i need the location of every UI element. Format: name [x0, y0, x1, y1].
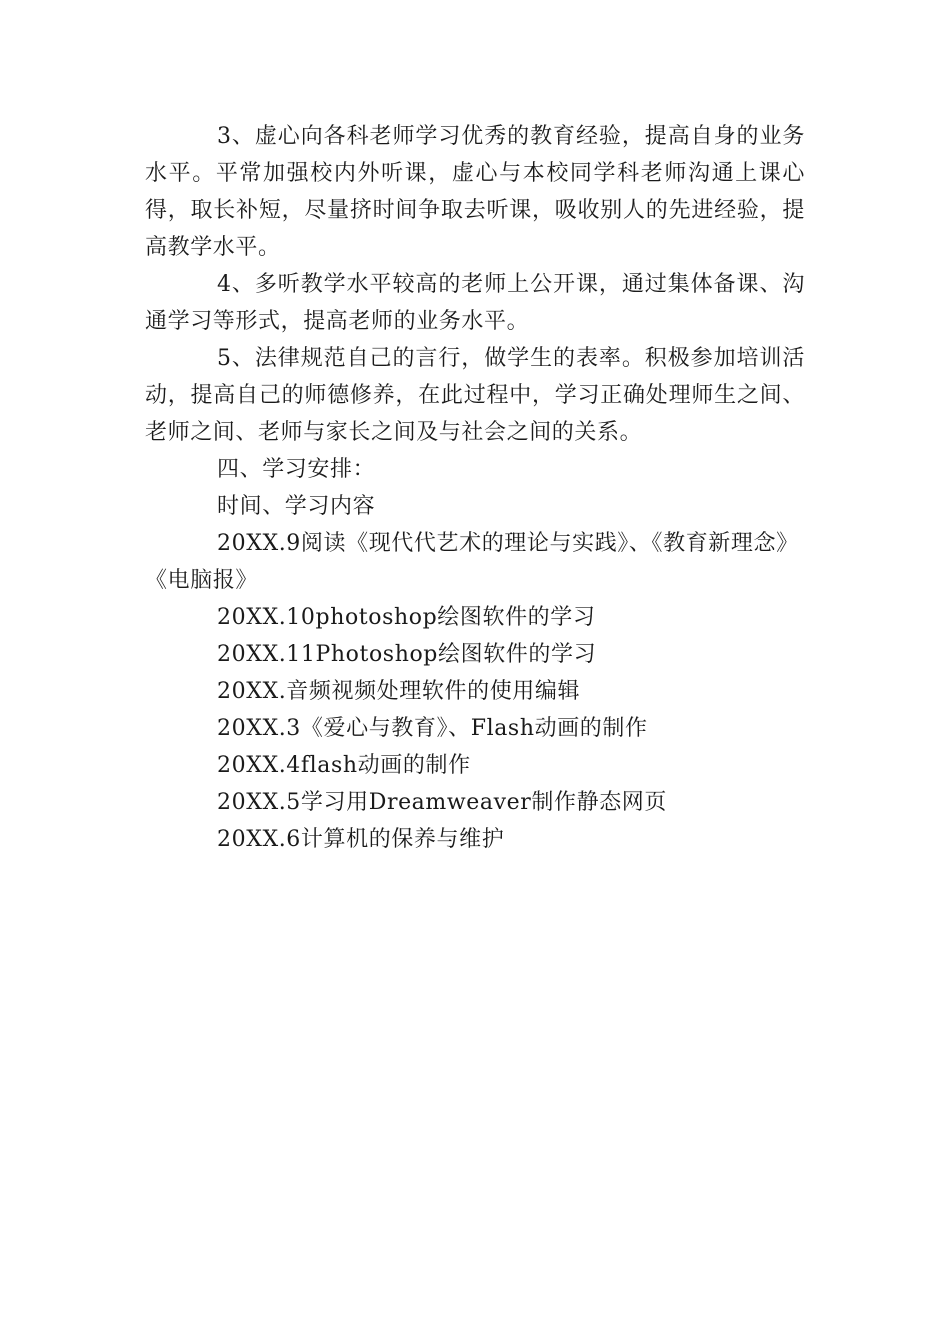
section-heading: 四、学习安排：	[217, 457, 376, 482]
paragraph-4: 4、多听教学水平较高的老师上公开课，通过集体备课、沟通学习等形式，提高老师的业务水平。	[145, 272, 805, 334]
schedule-item: 20XX.10photoshop绘图软件的学习	[217, 605, 596, 630]
schedule-header: 时间、学习内容	[217, 494, 376, 519]
paragraph-3: 3、虚心向各科老师学习优秀的教育经验，提高自身的业务水平。平常加强校内外听课，虚心与本校同学科老师沟通上课心得，取长补短，尽量挤时间争取去听课，吸收别人的先进经验，提高教学水平。	[145, 124, 805, 260]
schedule-item: 20XX.11Photoshop绘图软件的学习	[217, 642, 597, 667]
schedule-item: 20XX.9阅读《现代代艺术的理论与实践》、《教育新理念》《电脑报》	[145, 531, 799, 593]
schedule-item: 20XX.6计算机的保养与维护	[217, 827, 505, 852]
paragraph-5: 5、法律规范自己的言行，做学生的表率。积极参加培训活动，提高自己的师德修养，在此过程中，学习正确处理师生之间、老师之间、老师与家长之间及与社会之间的关系。	[145, 346, 805, 445]
schedule-item: 20XX.3《爱心与教育》、Flash动画的制作	[217, 716, 648, 741]
document-body	[145, 118, 805, 858]
schedule-item: 20XX.音频视频处理软件的使用编辑	[217, 679, 581, 704]
schedule-item: 20XX.4flash动画的制作	[217, 753, 471, 778]
schedule-item: 20XX.5学习用Dreamweaver制作静态网页	[217, 790, 667, 815]
